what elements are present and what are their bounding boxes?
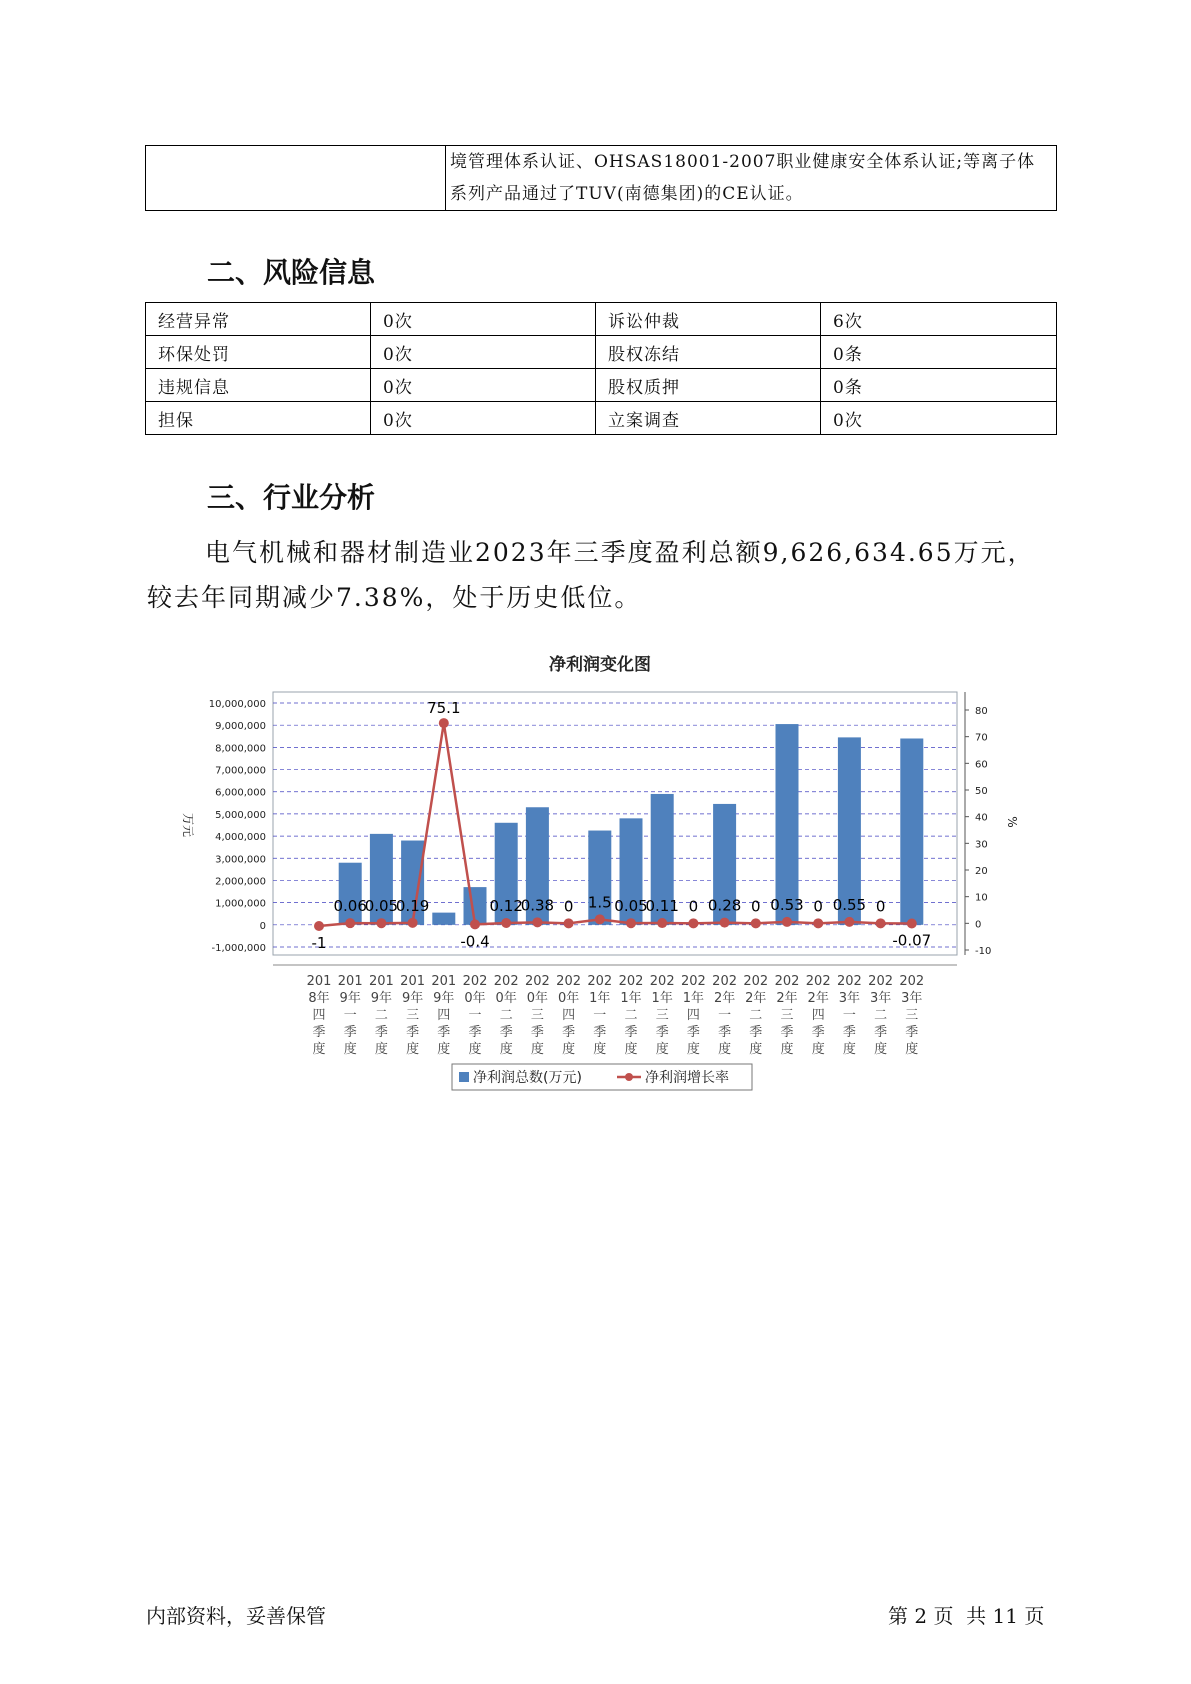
risk-label: 违规信息 bbox=[146, 369, 371, 402]
x-tick-label: 1年 bbox=[682, 991, 705, 1006]
growth-rate-point bbox=[751, 918, 761, 928]
growth-rate-point bbox=[782, 917, 792, 927]
x-tick-label: 四 bbox=[312, 1008, 326, 1023]
growth-rate-point bbox=[657, 918, 667, 928]
data-label: 0.38 bbox=[520, 896, 555, 915]
risk-label: 诉讼仲裁 bbox=[596, 303, 821, 336]
x-tick-label: 2年 bbox=[807, 991, 829, 1006]
y-tick-label: 3,000,000 bbox=[215, 854, 266, 866]
x-tick-label: 度 bbox=[749, 1042, 763, 1057]
x-tick-label: 度 bbox=[780, 1042, 794, 1057]
risk-value: 6次 bbox=[821, 303, 1057, 336]
section-heading-risk: 二、风险信息 bbox=[207, 256, 376, 289]
y-tick-label: 5,000,000 bbox=[215, 809, 266, 821]
x-tick-label: 202 bbox=[462, 974, 488, 989]
y2-tick-label: 60 bbox=[975, 759, 988, 771]
growth-rate-point bbox=[564, 918, 574, 928]
growth-rate-point bbox=[345, 918, 355, 928]
bar bbox=[900, 738, 923, 924]
x-tick-label: 度 bbox=[655, 1042, 669, 1057]
x-tick-label: 201 bbox=[306, 974, 332, 989]
x-tick-label: 一 bbox=[468, 1008, 482, 1023]
x-tick-label: 季 bbox=[655, 1025, 669, 1040]
data-label: 75.1 bbox=[427, 699, 461, 718]
x-tick-label: 度 bbox=[624, 1042, 638, 1057]
x-tick-label: 季 bbox=[406, 1025, 420, 1040]
x-tick-label: 度 bbox=[343, 1042, 357, 1057]
x-tick-label: 202 bbox=[649, 974, 675, 989]
growth-rate-point bbox=[314, 921, 324, 931]
data-label: 0.28 bbox=[707, 896, 742, 915]
x-tick-label: 三 bbox=[655, 1008, 669, 1023]
x-tick-label: 一 bbox=[842, 1008, 856, 1023]
x-tick-label: 0年 bbox=[464, 991, 486, 1006]
data-label: 1.5 bbox=[587, 893, 612, 912]
x-tick-label: 季 bbox=[312, 1025, 326, 1040]
qualification-line-2: 系列产品通过了TUV(南德集团)的CE认证。 bbox=[450, 184, 804, 204]
x-tick-label: 二 bbox=[624, 1008, 638, 1023]
growth-rate-point bbox=[626, 918, 636, 928]
legend-line-marker bbox=[625, 1073, 633, 1081]
x-tick-label: 三 bbox=[406, 1008, 420, 1023]
x-tick-label: 202 bbox=[743, 974, 769, 989]
risk-value: 0次 bbox=[371, 369, 596, 402]
x-tick-label: 202 bbox=[618, 974, 644, 989]
x-tick-label: 四 bbox=[811, 1008, 825, 1023]
x-tick-label: 度 bbox=[874, 1042, 888, 1057]
x-tick-label: 季 bbox=[874, 1025, 888, 1040]
data-label: 0.53 bbox=[770, 895, 804, 914]
industry-paragraph: 电气机械和器材制造业2023年三季度盈利总额9,626,634.65万元，较去年同期减少7.38%，处于历史低位。 bbox=[147, 538, 1035, 612]
data-label: 0 bbox=[688, 897, 699, 916]
x-tick-label: 度 bbox=[530, 1042, 544, 1057]
y2-axis-title: % bbox=[1005, 816, 1019, 828]
growth-rate-point bbox=[439, 718, 449, 728]
x-tick-label: 201 bbox=[431, 974, 457, 989]
y-tick-label: 7,000,000 bbox=[215, 765, 266, 777]
data-label: 0 bbox=[563, 897, 574, 916]
data-label: -1 bbox=[311, 934, 327, 952]
x-tick-label: 四 bbox=[562, 1008, 576, 1023]
x-tick-label: 季 bbox=[811, 1025, 825, 1040]
y-tick-label: 6,000,000 bbox=[215, 787, 266, 799]
x-tick-label: 0年 bbox=[495, 991, 517, 1006]
x-tick-label: 季 bbox=[343, 1025, 357, 1040]
x-tick-label: 三 bbox=[530, 1008, 544, 1023]
x-tick-label: 201 bbox=[368, 974, 394, 989]
y-tick-label: 1,000,000 bbox=[215, 898, 266, 910]
x-tick-label: 202 bbox=[493, 974, 519, 989]
x-tick-label: 季 bbox=[530, 1025, 544, 1040]
risk-label: 立案调查 bbox=[596, 402, 821, 435]
x-tick-label: 季 bbox=[718, 1025, 732, 1040]
growth-rate-point bbox=[813, 918, 823, 928]
data-label: 0.19 bbox=[395, 896, 430, 915]
x-tick-label: 三 bbox=[780, 1008, 794, 1023]
x-tick-label: 四 bbox=[437, 1008, 451, 1023]
y-tick-label: 4,000,000 bbox=[215, 832, 266, 844]
x-tick-label: 3年 bbox=[838, 991, 861, 1006]
y2-tick-label: 10 bbox=[975, 892, 988, 904]
x-tick-label: 一 bbox=[718, 1008, 732, 1023]
footer-page-number: 第 2 页 共 11 页 bbox=[888, 1604, 1045, 1628]
risk-value: 0次 bbox=[371, 336, 596, 369]
y2-tick-label: 30 bbox=[975, 839, 988, 851]
x-tick-label: 2年 bbox=[713, 991, 736, 1006]
x-tick-label: 度 bbox=[312, 1042, 326, 1057]
x-tick-label: 9年 bbox=[370, 991, 393, 1006]
x-tick-label: 度 bbox=[842, 1042, 856, 1057]
risk-label: 担保 bbox=[146, 402, 371, 435]
data-label: 0.55 bbox=[832, 895, 867, 914]
y2-tick-label: 20 bbox=[975, 866, 988, 877]
x-tick-label: 9年 bbox=[401, 991, 424, 1006]
risk-label: 环保处罚 bbox=[146, 336, 371, 369]
risk-value: 0次 bbox=[371, 303, 596, 336]
x-tick-label: 季 bbox=[562, 1025, 576, 1040]
growth-rate-point bbox=[532, 917, 542, 927]
x-tick-label: 度 bbox=[811, 1042, 825, 1057]
x-tick-label: 一 bbox=[343, 1008, 357, 1023]
x-tick-label: 一 bbox=[593, 1008, 607, 1023]
data-label: 0.06 bbox=[333, 897, 367, 916]
growth-rate-point bbox=[595, 914, 605, 924]
y-tick-label: 10,000,000 bbox=[208, 699, 266, 710]
x-tick-label: 202 bbox=[805, 974, 831, 989]
y-axis-title: 万元 bbox=[181, 812, 195, 838]
data-label: 0.11 bbox=[645, 897, 679, 916]
x-tick-label: 9年 bbox=[339, 991, 361, 1006]
x-tick-label: 201 bbox=[400, 974, 426, 989]
y-tick-label: -1,000,000 bbox=[211, 943, 266, 954]
x-tick-label: 季 bbox=[686, 1025, 700, 1040]
data-label: 0.05 bbox=[364, 897, 399, 916]
x-tick-label: 0年 bbox=[526, 991, 549, 1006]
x-tick-label: 9年 bbox=[433, 991, 455, 1006]
risk-value: 0次 bbox=[821, 402, 1057, 435]
x-tick-label: 0年 bbox=[557, 991, 580, 1006]
y2-tick-label: 70 bbox=[975, 732, 988, 744]
x-tick-label: 季 bbox=[593, 1025, 607, 1040]
x-tick-label: 1年 bbox=[589, 991, 611, 1006]
y-tick-label: 8,000,000 bbox=[215, 743, 266, 755]
x-tick-label: 二 bbox=[874, 1008, 888, 1023]
x-tick-label: 1年 bbox=[620, 991, 642, 1006]
x-tick-label: 度 bbox=[468, 1042, 482, 1057]
data-label: 0 bbox=[813, 897, 823, 916]
x-tick-label: 季 bbox=[374, 1025, 388, 1040]
y2-tick-label: -10 bbox=[975, 946, 992, 957]
growth-rate-point bbox=[907, 919, 917, 929]
x-tick-label: 季 bbox=[468, 1025, 482, 1040]
x-tick-label: 季 bbox=[905, 1025, 919, 1040]
x-tick-label: 3年 bbox=[901, 991, 923, 1006]
x-tick-label: 度 bbox=[686, 1042, 700, 1057]
data-label: 0 bbox=[875, 897, 886, 916]
x-tick-label: 季 bbox=[437, 1025, 451, 1040]
growth-rate-point bbox=[844, 917, 854, 927]
risk-value: 0次 bbox=[371, 402, 596, 435]
x-tick-label: 2年 bbox=[776, 991, 798, 1006]
section-heading-industry: 三、行业分析 bbox=[207, 481, 376, 514]
risk-label: 股权冻结 bbox=[596, 336, 821, 369]
risk-value: 0条 bbox=[821, 369, 1057, 402]
x-tick-label: 8年 bbox=[308, 991, 330, 1006]
data-label: 0.05 bbox=[614, 897, 648, 916]
risk-value: 0条 bbox=[821, 336, 1057, 369]
x-tick-label: 202 bbox=[680, 974, 706, 989]
growth-rate-point bbox=[876, 918, 886, 928]
x-tick-label: 三 bbox=[905, 1008, 919, 1023]
chart-title: 净利润变化图 bbox=[549, 655, 651, 675]
x-tick-label: 3年 bbox=[869, 991, 892, 1006]
growth-rate-point bbox=[376, 918, 386, 928]
growth-rate-point bbox=[408, 918, 418, 928]
x-tick-label: 1年 bbox=[651, 991, 673, 1006]
x-tick-label: 二 bbox=[749, 1008, 763, 1023]
x-tick-label: 202 bbox=[712, 974, 738, 989]
y2-tick-label: 0 bbox=[975, 919, 982, 931]
y2-tick-label: 80 bbox=[975, 706, 988, 717]
growth-rate-point bbox=[470, 919, 480, 929]
risk-label: 经营异常 bbox=[146, 303, 371, 336]
x-tick-label: 季 bbox=[780, 1025, 794, 1040]
y2-tick-label: 50 bbox=[975, 786, 988, 797]
risk-label: 股权质押 bbox=[596, 369, 821, 402]
x-tick-label: 2年 bbox=[745, 991, 767, 1006]
growth-rate-point bbox=[688, 918, 698, 928]
y2-tick-label: 40 bbox=[975, 812, 988, 824]
growth-rate-point bbox=[501, 918, 511, 928]
x-tick-label: 202 bbox=[836, 974, 862, 989]
x-tick-label: 季 bbox=[499, 1025, 513, 1040]
x-tick-label: 度 bbox=[499, 1042, 513, 1057]
data-label: -0.07 bbox=[892, 931, 932, 950]
bar bbox=[432, 913, 455, 925]
x-tick-label: 202 bbox=[899, 974, 925, 989]
footer-confidential: 内部资料，妥善保管 bbox=[146, 1604, 326, 1628]
x-tick-label: 二 bbox=[499, 1008, 513, 1023]
x-tick-label: 201 bbox=[337, 974, 363, 989]
x-tick-label: 202 bbox=[524, 974, 550, 989]
legend-bar-label: 净利润总数(万元) bbox=[473, 1070, 582, 1086]
data-label: 0 bbox=[751, 897, 761, 916]
x-tick-label: 度 bbox=[593, 1042, 607, 1057]
y-tick-label: 0 bbox=[259, 920, 266, 932]
x-tick-label: 202 bbox=[587, 974, 613, 989]
x-tick-label: 202 bbox=[556, 974, 582, 989]
y-tick-label: 2,000,000 bbox=[215, 876, 266, 888]
x-tick-label: 季 bbox=[749, 1025, 763, 1040]
legend-bar-swatch bbox=[459, 1072, 469, 1082]
y-tick-label: 9,000,000 bbox=[215, 721, 266, 733]
x-tick-label: 度 bbox=[374, 1042, 388, 1057]
data-label: -0.4 bbox=[460, 932, 490, 951]
x-tick-label: 度 bbox=[406, 1042, 420, 1057]
x-tick-label: 度 bbox=[562, 1042, 576, 1057]
x-tick-label: 度 bbox=[437, 1042, 451, 1057]
x-tick-label: 度 bbox=[905, 1042, 919, 1057]
qualification-line-1: 境管理体系认证、OHSAS18001-2007职业健康安全体系认证;等离子体 bbox=[450, 152, 1036, 172]
legend-line-label: 净利润增长率 bbox=[645, 1070, 729, 1086]
x-tick-label: 季 bbox=[842, 1025, 856, 1040]
x-tick-label: 202 bbox=[868, 974, 894, 989]
x-tick-label: 度 bbox=[718, 1042, 732, 1057]
x-tick-label: 季 bbox=[624, 1025, 638, 1040]
x-tick-label: 二 bbox=[374, 1008, 388, 1023]
bar bbox=[339, 863, 362, 925]
bar bbox=[776, 724, 799, 925]
growth-rate-point bbox=[720, 918, 730, 928]
x-tick-label: 202 bbox=[774, 974, 800, 989]
data-label: 0.12 bbox=[489, 897, 523, 916]
x-tick-label: 四 bbox=[686, 1008, 700, 1023]
